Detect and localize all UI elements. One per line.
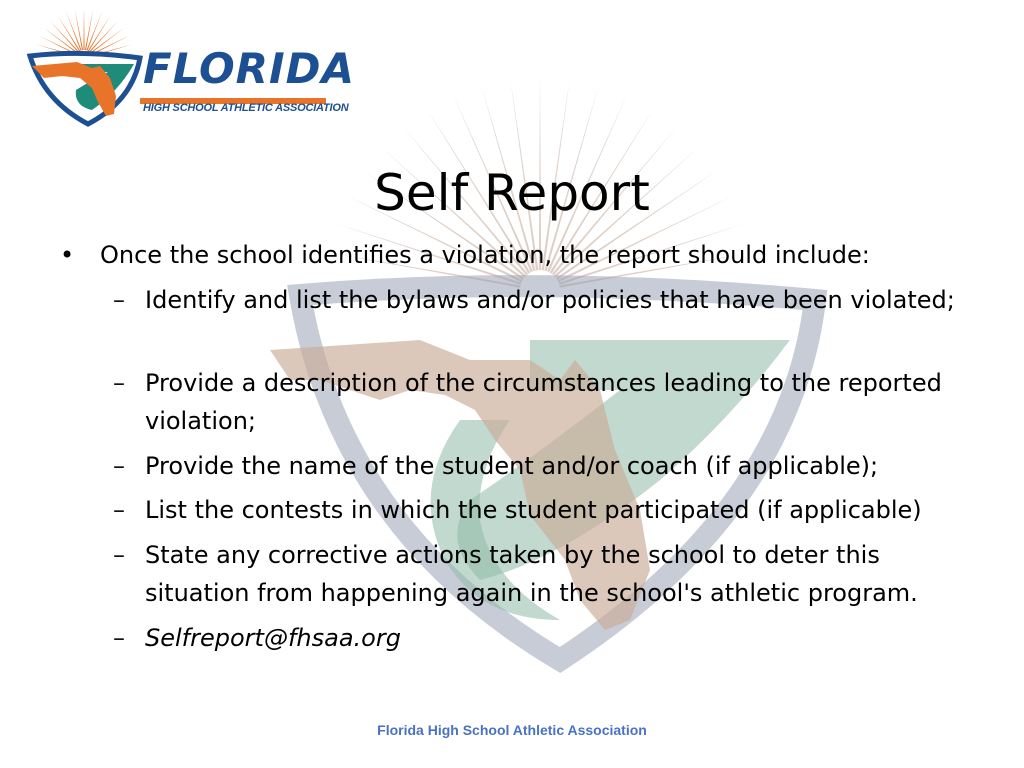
sub-item-description: Provide a description of the circumstances leading to the reported violation; [145,369,942,435]
slide-title: Self Report [374,164,650,222]
dash-icon: – [113,286,125,314]
email-link[interactable]: Selfreport@fhsaa.org [145,624,401,652]
sub-item-name: Provide the name of the student and/or coach (if applicable); [145,452,879,480]
sub-item-corrective-actions: State any corrective actions taken by the school to deter this situation from happening again in the school's athletic program. [145,541,918,607]
footer-text: Florida High School Athletic Association [377,722,647,738]
dash-icon: – [113,624,125,652]
bullet-icon: • [60,241,75,269]
sub-item-contests: List the contests in which the student participated (if applicable) [145,496,922,524]
sub-item-bylaws: Identify and list the bylaws and/or policies that have been violated; [145,286,955,314]
logo-subtitle: HIGH SCHOOL ATHLETIC ASSOCIATION [143,102,349,114]
dash-icon: – [113,541,125,569]
dash-icon: – [113,496,125,524]
dash-icon: – [113,369,125,397]
dash-icon: – [113,452,125,480]
logo-wordmark: FLORIDA [143,44,355,93]
bullet-text: Once the school identifies a violation, the report should include: [100,241,870,269]
